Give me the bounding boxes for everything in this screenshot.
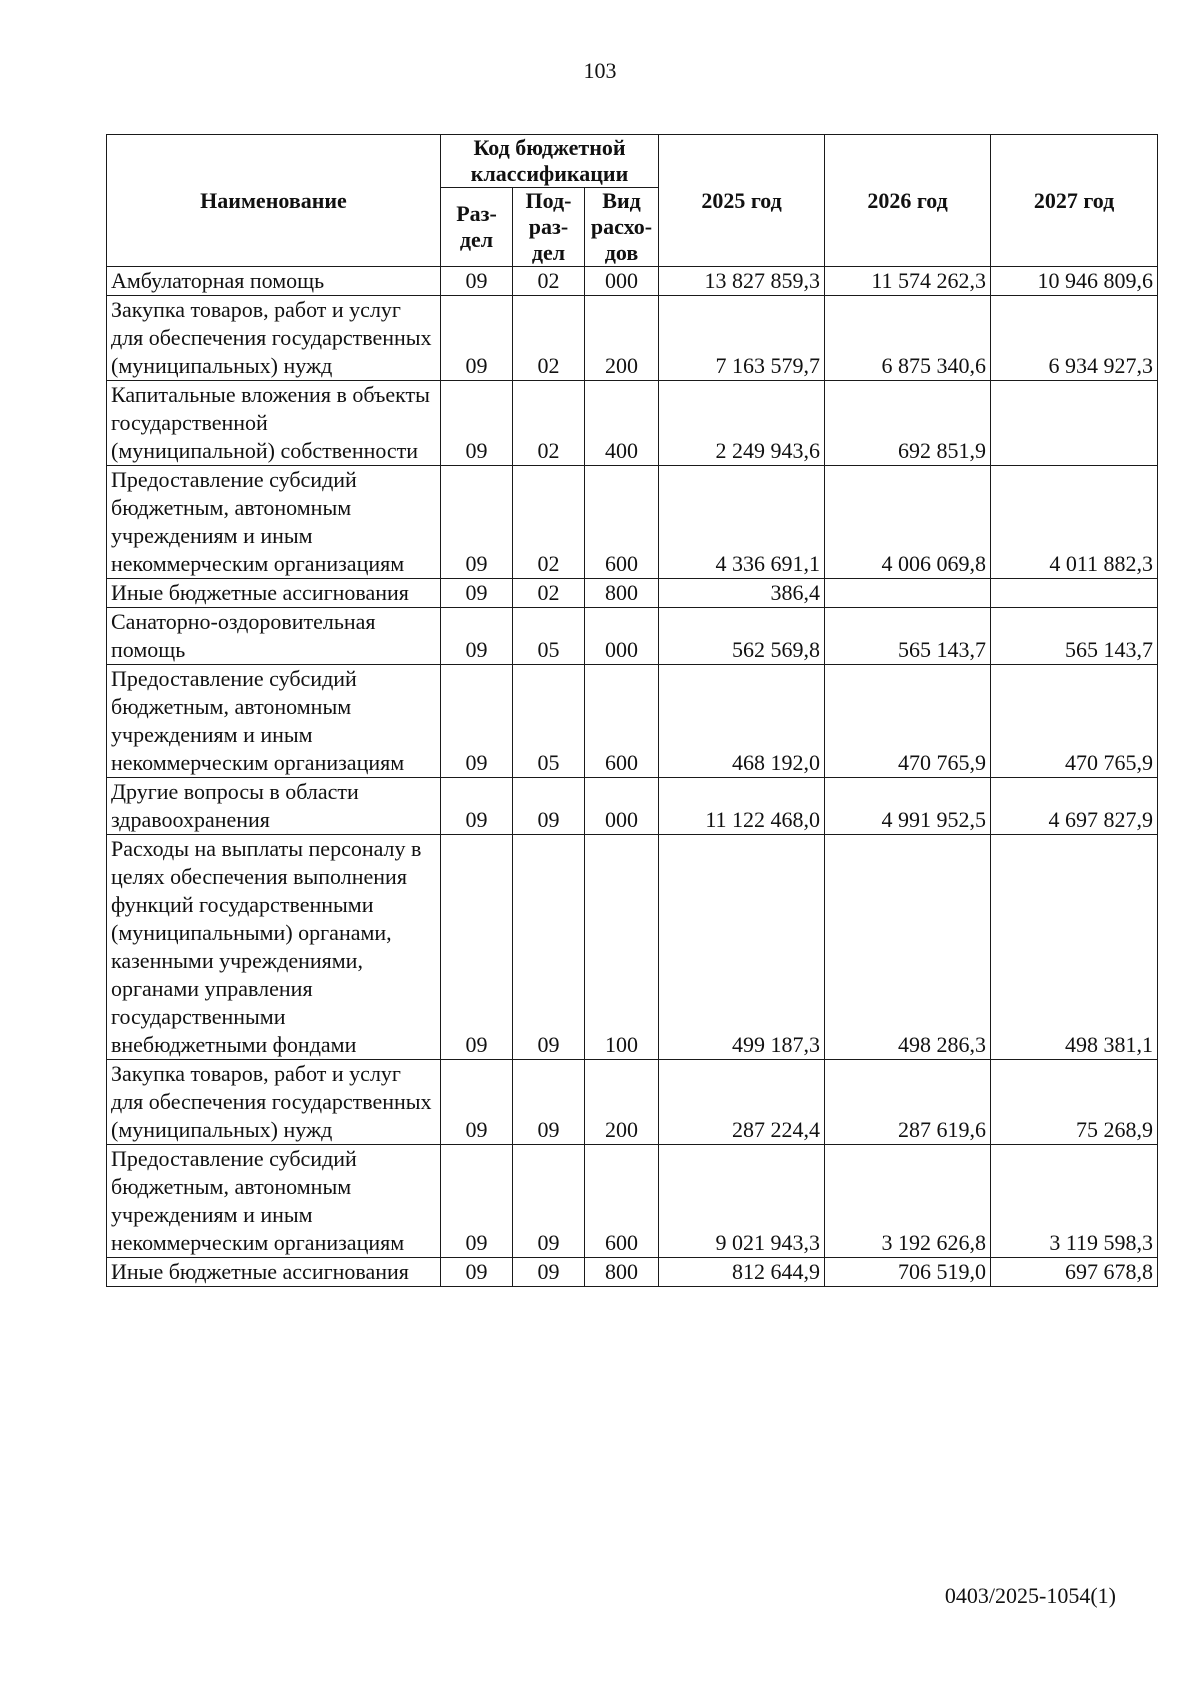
- row-name: Амбулаторная помощь: [107, 267, 441, 296]
- row-vid: 600: [585, 466, 659, 579]
- table-row: [107, 1258, 1158, 1287]
- row-amount-2025: 11 122 468,0: [659, 778, 825, 835]
- row-name: Закупка товаров, работ и услуг для обеспечения государственных (муниципальных) нужд: [107, 296, 441, 381]
- row-amount-2027: 697 678,8: [991, 1258, 1158, 1287]
- document-code: 0403/2025-1054(1): [944, 1583, 1116, 1608]
- row-amount-2027: 75 268,9: [991, 1060, 1158, 1145]
- table-row: [107, 778, 1158, 835]
- row-amount-2025: 4 336 691,1: [659, 466, 825, 579]
- header-code-group: Код бюджетной классификации: [441, 135, 659, 188]
- row-amount-2026: 287 619,6: [825, 1060, 991, 1145]
- row-name: Расходы на выплаты персоналу в целях обеспечения выполнения функций государственными (муниципальными) органами, казенными учреждениями, органами управления государственными внебюджетными фондами: [107, 835, 441, 1060]
- row-amount-2027: 6 934 927,3: [991, 296, 1158, 381]
- row-amount-2025: 13 827 859,3: [659, 267, 825, 296]
- row-vid: 000: [585, 267, 659, 296]
- header-vid: Вид расхо-дов: [585, 188, 659, 267]
- row-amount-2027: 3 119 598,3: [991, 1145, 1158, 1258]
- row-vid: 600: [585, 665, 659, 778]
- row-vid: 100: [585, 835, 659, 1060]
- row-vid: 200: [585, 296, 659, 381]
- header-row-1: [107, 135, 1158, 188]
- row-amount-2026: 498 286,3: [825, 835, 991, 1060]
- row-razdel: 09: [441, 466, 513, 579]
- row-amount-2025: 386,4: [659, 579, 825, 608]
- budget-table: [106, 134, 1158, 1287]
- header-name: Наименование: [107, 135, 441, 267]
- row-vid: 400: [585, 381, 659, 466]
- row-amount-2025: 7 163 579,7: [659, 296, 825, 381]
- header-podrazdel: Под-раз-дел: [513, 188, 585, 267]
- row-razdel: 09: [441, 1258, 513, 1287]
- row-razdel: 09: [441, 579, 513, 608]
- row-amount-2025: 287 224,4: [659, 1060, 825, 1145]
- table-row: [107, 1145, 1158, 1258]
- row-amount-2025: 562 569,8: [659, 608, 825, 665]
- row-razdel: 09: [441, 296, 513, 381]
- row-podrazdel: 05: [513, 608, 585, 665]
- row-amount-2027: [991, 381, 1158, 466]
- row-name: Капитальные вложения в объекты государственной (муниципальной) собственности: [107, 381, 441, 466]
- header-2025: 2025 год: [659, 135, 825, 267]
- row-name: Предоставление субсидий бюджетным, автономным учреждениям и иным некоммерческим организациям: [107, 1145, 441, 1258]
- row-podrazdel: 09: [513, 778, 585, 835]
- table-row: [107, 466, 1158, 579]
- row-vid: 800: [585, 579, 659, 608]
- row-vid: 800: [585, 1258, 659, 1287]
- row-amount-2026: 706 519,0: [825, 1258, 991, 1287]
- table-row: [107, 665, 1158, 778]
- row-name: Предоставление субсидий бюджетным, автономным учреждениям и иным некоммерческим организациям: [107, 466, 441, 579]
- row-podrazdel: 02: [513, 267, 585, 296]
- row-amount-2026: 565 143,7: [825, 608, 991, 665]
- table-row: [107, 296, 1158, 381]
- row-amount-2026: 4 006 069,8: [825, 466, 991, 579]
- row-name: Иные бюджетные ассигнования: [107, 1258, 441, 1287]
- table-row: [107, 579, 1158, 608]
- row-amount-2027: 565 143,7: [991, 608, 1158, 665]
- row-vid: 600: [585, 1145, 659, 1258]
- table-body: [107, 267, 1158, 1287]
- table-row: [107, 1060, 1158, 1145]
- row-name: Иные бюджетные ассигнования: [107, 579, 441, 608]
- row-podrazdel: 09: [513, 835, 585, 1060]
- page-number: 103: [583, 58, 617, 83]
- row-amount-2027: 470 765,9: [991, 665, 1158, 778]
- row-podrazdel: 09: [513, 1258, 585, 1287]
- row-podrazdel: 02: [513, 466, 585, 579]
- row-amount-2026: 11 574 262,3: [825, 267, 991, 296]
- row-amount-2025: 468 192,0: [659, 665, 825, 778]
- row-amount-2026: [825, 579, 991, 608]
- row-amount-2026: 6 875 340,6: [825, 296, 991, 381]
- table-row: [107, 835, 1158, 1060]
- header-2027: 2027 год: [991, 135, 1158, 267]
- row-podrazdel: 02: [513, 296, 585, 381]
- row-podrazdel: 02: [513, 579, 585, 608]
- row-amount-2025: 9 021 943,3: [659, 1145, 825, 1258]
- row-name: Предоставление субсидий бюджетным, автономным учреждениям и иным некоммерческим организациям: [107, 665, 441, 778]
- row-amount-2025: 2 249 943,6: [659, 381, 825, 466]
- row-amount-2025: 812 644,9: [659, 1258, 825, 1287]
- row-podrazdel: 09: [513, 1145, 585, 1258]
- row-amount-2026: 4 991 952,5: [825, 778, 991, 835]
- row-amount-2026: 470 765,9: [825, 665, 991, 778]
- table-row: [107, 608, 1158, 665]
- row-amount-2027: 4 697 827,9: [991, 778, 1158, 835]
- row-podrazdel: 09: [513, 1060, 585, 1145]
- header-razdel: Раз-дел: [441, 188, 513, 267]
- table-row: [107, 381, 1158, 466]
- row-amount-2026: 692 851,9: [825, 381, 991, 466]
- header-2026: 2026 год: [825, 135, 991, 267]
- row-amount-2027: 4 011 882,3: [991, 466, 1158, 579]
- row-amount-2027: [991, 579, 1158, 608]
- row-razdel: 09: [441, 267, 513, 296]
- row-amount-2026: 3 192 626,8: [825, 1145, 991, 1258]
- row-razdel: 09: [441, 1060, 513, 1145]
- row-vid: 200: [585, 1060, 659, 1145]
- row-vid: 000: [585, 778, 659, 835]
- row-razdel: 09: [441, 778, 513, 835]
- row-razdel: 09: [441, 381, 513, 466]
- row-razdel: 09: [441, 608, 513, 665]
- row-amount-2027: 10 946 809,6: [991, 267, 1158, 296]
- row-vid: 000: [585, 608, 659, 665]
- row-name: Закупка товаров, работ и услуг для обеспечения государственных (муниципальных) нужд: [107, 1060, 441, 1145]
- row-podrazdel: 02: [513, 381, 585, 466]
- row-razdel: 09: [441, 1145, 513, 1258]
- row-name: Другие вопросы в области здравоохранения: [107, 778, 441, 835]
- row-razdel: 09: [441, 665, 513, 778]
- row-razdel: 09: [441, 835, 513, 1060]
- row-name: Санаторно-оздоровительная помощь: [107, 608, 441, 665]
- table-row: [107, 267, 1158, 296]
- row-amount-2025: 499 187,3: [659, 835, 825, 1060]
- row-podrazdel: 05: [513, 665, 585, 778]
- row-amount-2027: 498 381,1: [991, 835, 1158, 1060]
